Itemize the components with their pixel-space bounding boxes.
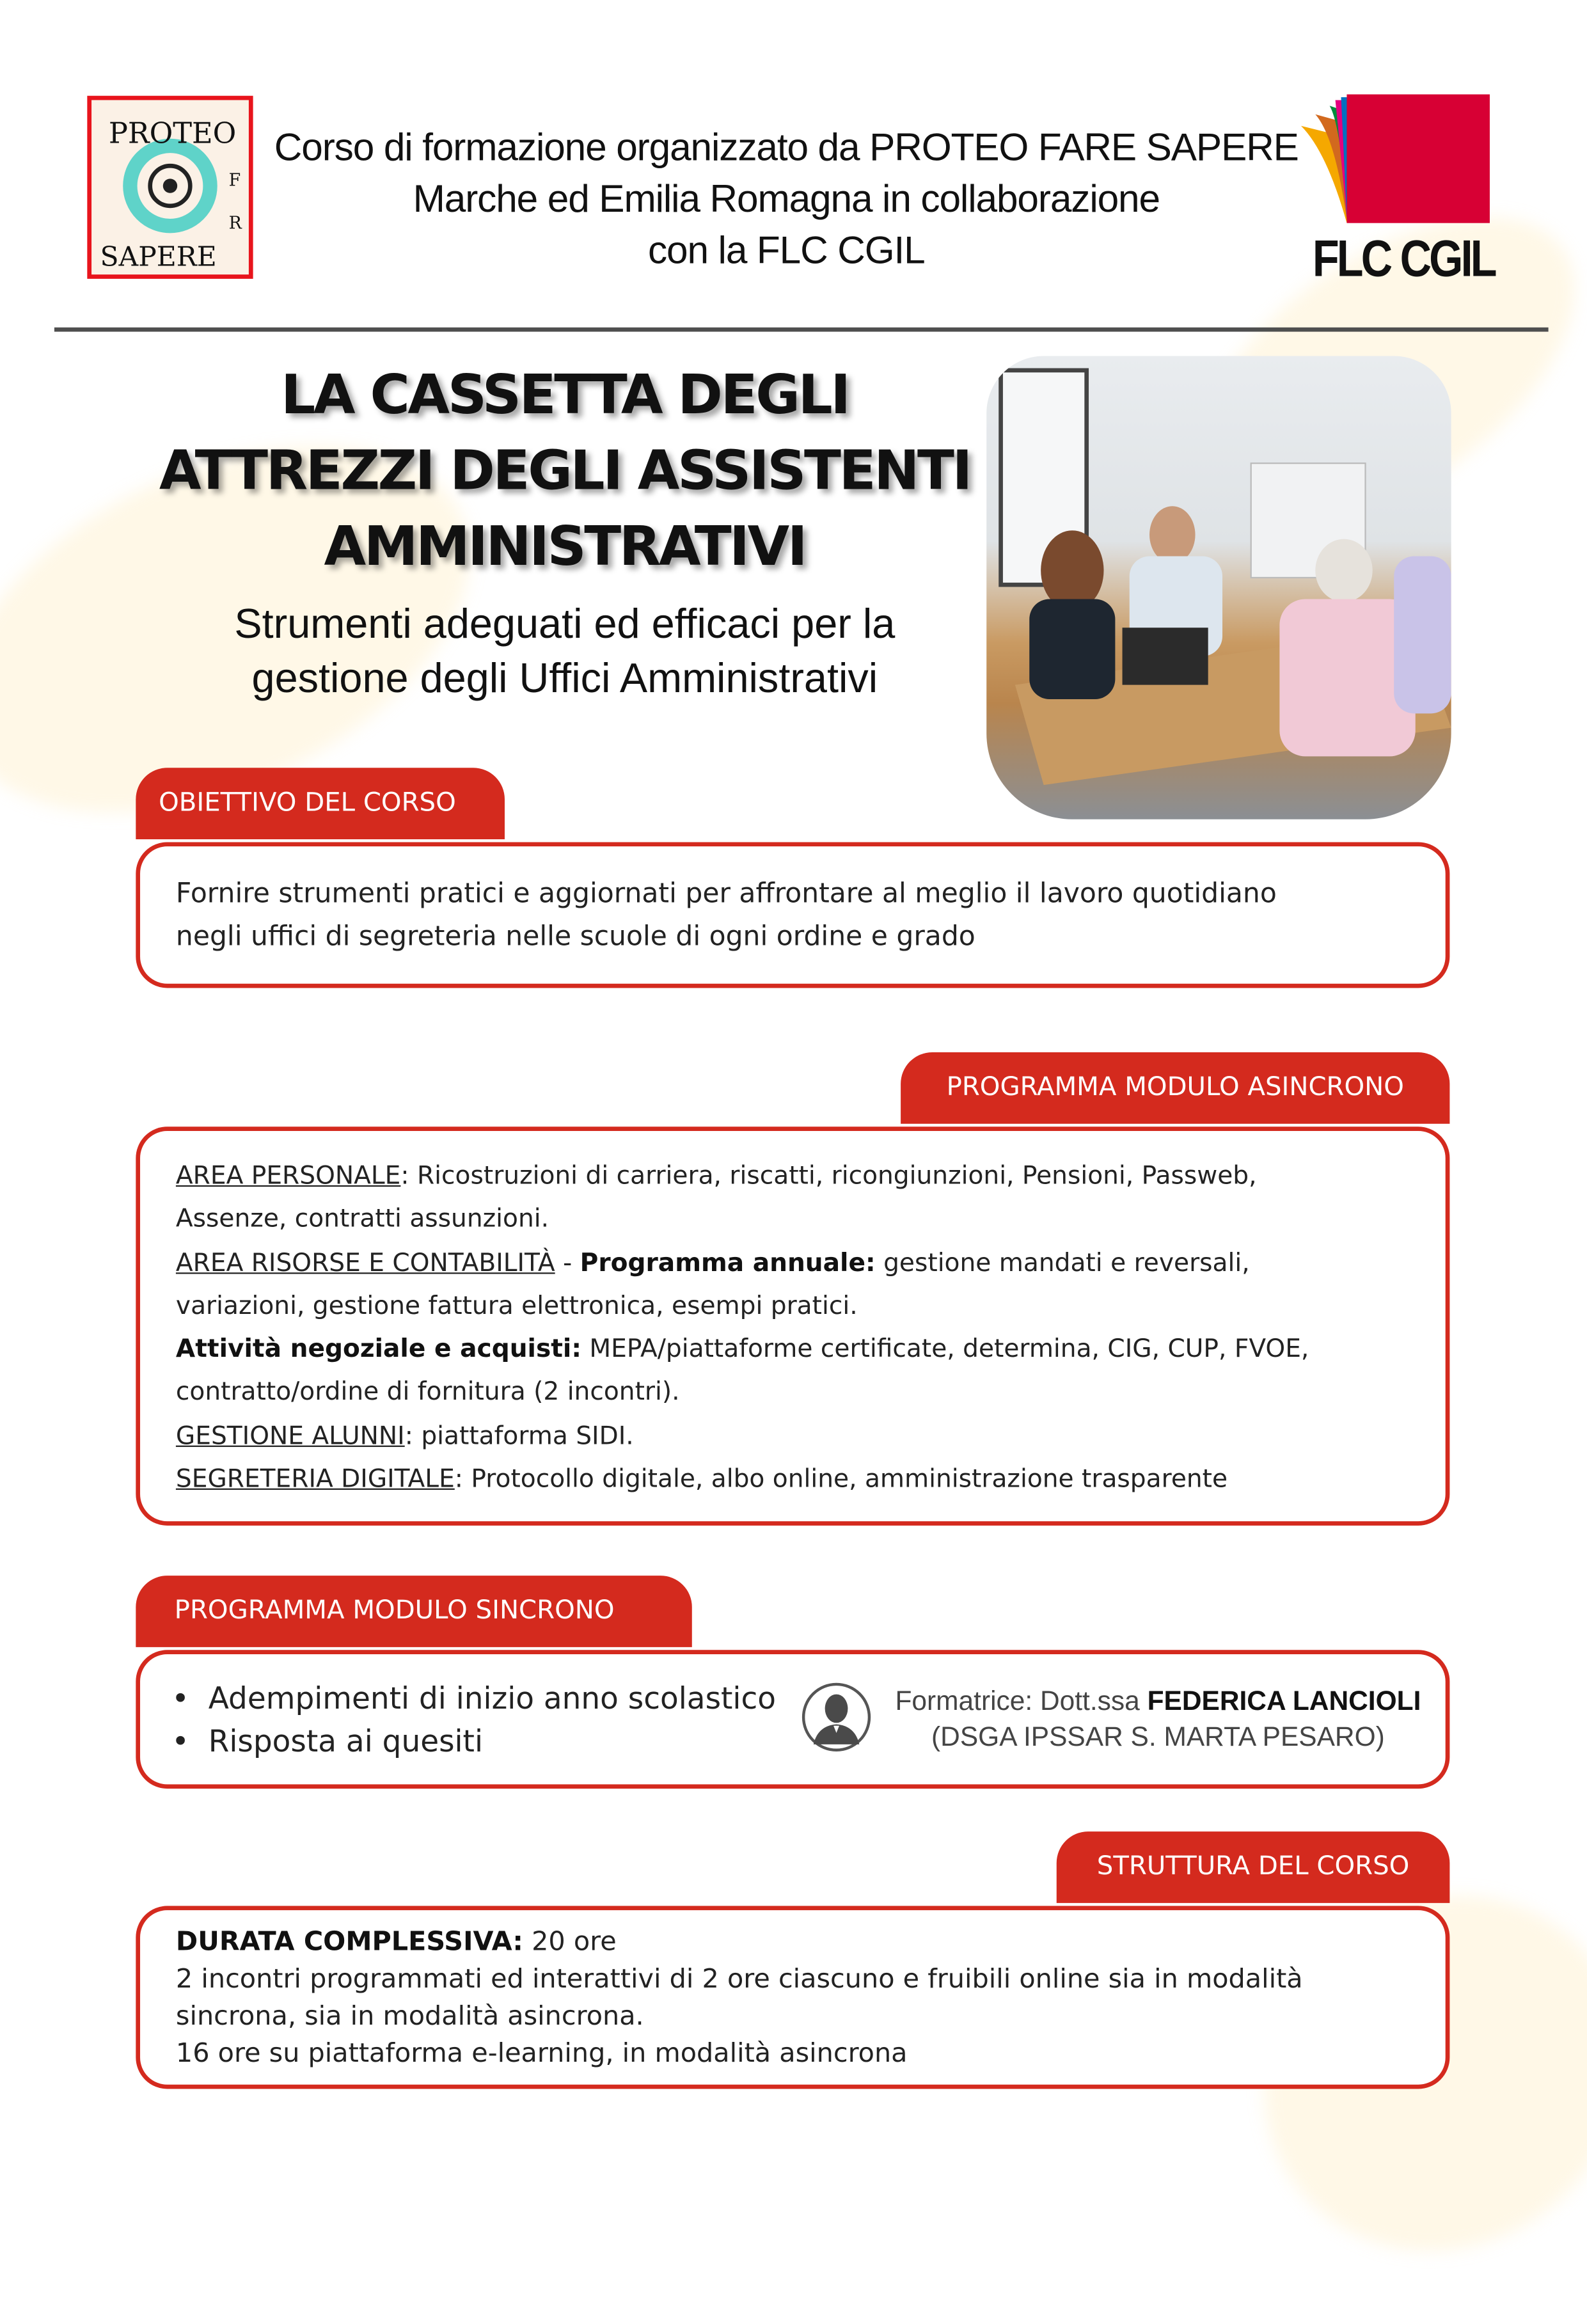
negoziale-text: contratto/ordine di fornitura (2 incontri).: [175, 1379, 680, 1408]
area-personale-heading: AREA PERSONALE: [175, 1162, 401, 1191]
programma-annuale-text: gestione mandati e reversali,: [875, 1249, 1250, 1278]
flc-cgil-logo-mark: [1298, 95, 1491, 226]
title-line: LA CASSETTA DEGLI: [281, 363, 849, 427]
header-line: con la FLC CGIL: [647, 228, 925, 272]
separator: -: [555, 1249, 580, 1278]
svg-text:PROTEO: PROTEO: [108, 116, 237, 150]
title-line: AMMINISTRATIVI: [324, 514, 806, 578]
obiettivo-line: Fornire strumenti pratici e aggiornati per affrontare al meglio il lavoro quotidiano: [175, 878, 1277, 910]
programma-annuale-text: variazioni, gestione fattura elettronica, esempi pratici.: [175, 1292, 858, 1321]
struttura-line: sincrona, sia in modalità asincrona.: [175, 2002, 644, 2032]
header-text: [272, 122, 1301, 276]
programma-annuale-heading: Programma annuale:: [580, 1249, 876, 1278]
durata-line: [176, 1924, 1410, 1961]
negoziale-line: [176, 1329, 1410, 1372]
alunni-line: [176, 1415, 1410, 1458]
trainer-role: (DSGA IPSSAR S. MARTA PESARO): [931, 1723, 1385, 1753]
svg-text:R: R: [228, 213, 242, 233]
asincrono-box: [136, 1126, 1449, 1526]
subtitle-line: gestione degli Uffici Amministrativi: [251, 656, 878, 702]
durata-value: 20 ore: [523, 1927, 617, 1957]
tab-obiettivo-del-corso: OBIETTIVO DEL CORSO: [136, 768, 505, 839]
struttura-box: [136, 1906, 1449, 2089]
obiettivo-box: [136, 842, 1449, 988]
svg-text:F: F: [228, 170, 241, 191]
area-risorse-heading: AREA RISORSE E CONTABILITÀ: [175, 1249, 555, 1278]
segreteria-line: [176, 1458, 1410, 1502]
title-line: ATTREZZI DEGLI ASSISTENTI: [159, 439, 970, 502]
durata-label: DURATA COMPLESSIVA:: [175, 1927, 523, 1957]
area-personale-line: [176, 1155, 1410, 1199]
bullet-item: • Adempimenti di inizio anno scolastico: [171, 1681, 776, 1716]
office-team-photo: [986, 356, 1451, 819]
obiettivo-line: negli uffici di segreteria nelle scuole di ogni ordine e grado: [175, 921, 975, 953]
alunni-text: : piattaforma SIDI.: [404, 1422, 634, 1451]
page-subtitle: [143, 597, 987, 706]
struttura-line: 16 ore su piattaforma e-learning, in modalità asincrona: [175, 2039, 908, 2069]
area-personale-text: : Ricostruzioni di carriera, riscatti, ricongiunzioni, Pensioni, Passweb,: [400, 1162, 1257, 1191]
tab-programma-modulo-asincrono: PROGRAMMA MODULO ASINCRONO: [901, 1052, 1449, 1124]
flc-cgil-logo-text: FLC CGIL: [1312, 228, 1495, 288]
bullet-item: • Risposta ai quesiti: [171, 1724, 484, 1759]
header-divider: [54, 328, 1549, 332]
trainer-prefix: Formatrice: Dott.ssa: [895, 1687, 1148, 1718]
proteo-fare-sapere-logo: [87, 96, 253, 279]
trainer-name: FEDERICA LANCIOLI: [1147, 1687, 1421, 1718]
tab-struttura-del-corso: STRUTTURA DEL CORSO: [1057, 1831, 1450, 1903]
struttura-line: 2 incontri programmati ed interattivi di 2 ore ciascuno e fruibili online sia in modalità: [175, 1964, 1303, 1995]
tab-programma-modulo-sincrono: PROGRAMMA MODULO SINCRONO: [136, 1576, 691, 1647]
trainer-line: [883, 1684, 1432, 1720]
header-line: Marche ed Emilia Romagna in collaborazione: [413, 177, 1160, 221]
negoziale-heading: Attività negoziale e acquisti:: [175, 1336, 581, 1364]
header-line: Corso di formazione organizzato da PROTEO FARE SAPERE: [274, 125, 1299, 169]
negoziale-text: MEPA/piattaforme certificate, determina, CIG, CUP, FVOE,: [581, 1336, 1309, 1364]
bullet-text: Risposta ai quesiti: [208, 1724, 484, 1759]
area-risorse-line: [176, 1242, 1410, 1285]
subtitle-line: Strumenti adeguati ed efficaci per la: [234, 601, 896, 648]
user-avatar-icon: [801, 1681, 872, 1753]
svg-text:SAPERE: SAPERE: [100, 241, 217, 273]
page-title: [136, 358, 993, 585]
alunni-heading: GESTIONE ALUNNI: [175, 1422, 405, 1451]
segreteria-heading: SEGRETERIA DIGITALE: [175, 1466, 455, 1494]
trainer-info: [883, 1684, 1432, 1756]
segreteria-text: : Protocollo digitale, albo online, amministrazione trasparente: [454, 1466, 1228, 1494]
area-personale-text: Assenze, contratti assunzioni.: [175, 1205, 549, 1235]
bullet-text: Adempimenti di inizio anno scolastico: [208, 1681, 776, 1716]
